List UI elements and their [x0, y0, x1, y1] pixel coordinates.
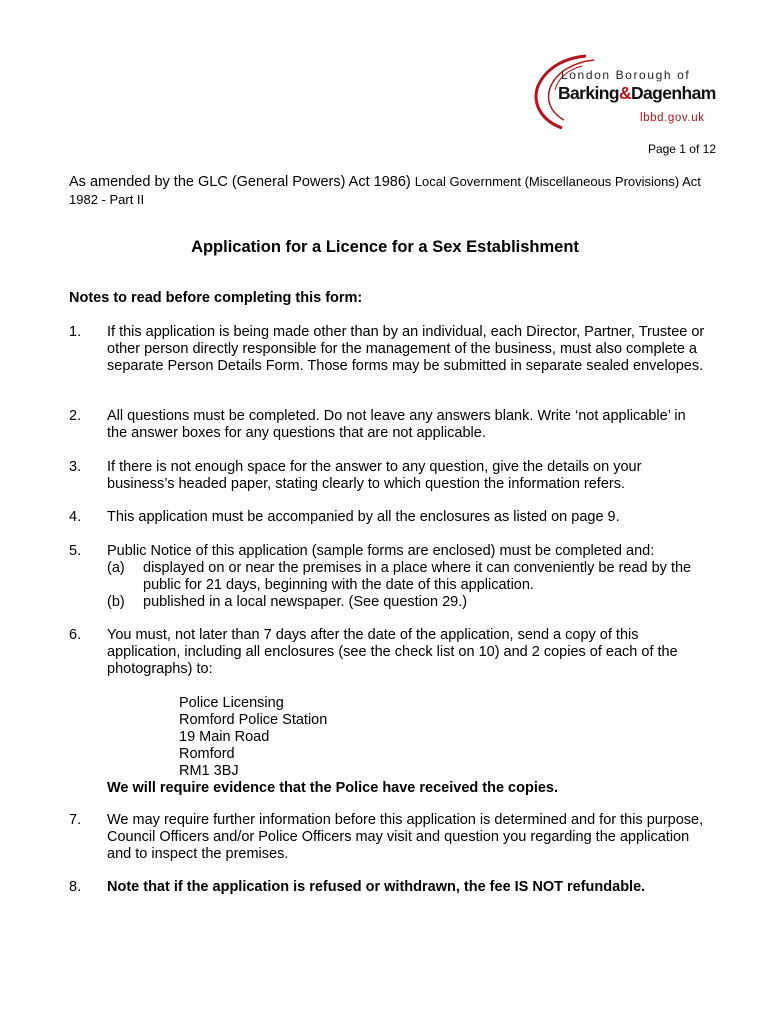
logo-ampersand: & [618, 83, 632, 103]
police-evidence-note: We will require evidence that the Police have received the copies. [107, 780, 559, 796]
logo-council-name [558, 83, 716, 104]
page-number: Page 1 of 12 [647, 142, 716, 156]
address-line: Police Licensing [179, 695, 284, 711]
note-item-4 [69, 509, 709, 526]
note-number: 8. [69, 879, 82, 895]
note-item-6 [69, 627, 709, 797]
note-item-1 [69, 324, 709, 375]
note-item-5 [69, 543, 709, 611]
note-item-7 [69, 812, 709, 863]
note-text: Note that if the application is refused or withdrawn, the fee IS NOT refundable. [107, 879, 646, 895]
note-text: This application must be accompanied by all the enclosures as listed on page 9. [107, 509, 620, 525]
address-line: 19 Main Road [179, 729, 270, 745]
logo-url: lbbd.gov.uk [640, 112, 705, 124]
note-text: All questions must be completed. Do not leave any answers blank. Write ‘not applicable’ in the answer boxes for any questions that are not applicable. [107, 408, 686, 441]
note-item-8 [69, 879, 709, 896]
note-text: We may require further information before this application is determined and for this purpose, Council Officers and/or Police Officers may visit and question you regarding the application and to inspect the premises. [107, 812, 704, 862]
sub-item-text: published in a local newspaper. (See question 29.) [143, 594, 468, 610]
note-text: Public Notice of this application (sample forms are enclosed) must be completed and: [107, 543, 655, 559]
note-number: 4. [69, 509, 82, 525]
note-number: 1. [69, 324, 82, 340]
sub-item-a [107, 560, 709, 594]
note-number: 6. [69, 627, 82, 643]
act-secondary: Local Government (Miscellaneous Provisions) Act 1982 - Part II [69, 174, 701, 207]
sub-item-label: (a) [107, 560, 125, 576]
logo-name-part2: Dagenham [631, 83, 716, 103]
notes-heading: Notes to read before completing this form: [69, 290, 363, 306]
police-address [179, 695, 709, 780]
sub-item-text: displayed on or near the premises in a place where it can conveniently be read by the public for 21 days, beginning with the date of this application. [143, 560, 692, 593]
council-logo [528, 54, 718, 132]
note-item-2 [69, 408, 709, 442]
address-line: RM1 3BJ [179, 763, 239, 779]
note-number: 3. [69, 459, 82, 475]
sub-item-b [107, 594, 709, 611]
address-line: Romford [179, 746, 235, 762]
sub-item-label: (b) [107, 594, 125, 610]
note-number: 7. [69, 812, 82, 828]
note-item-3 [69, 459, 709, 493]
note-number: 2. [69, 408, 82, 424]
act-main: As amended by the GLC (General Powers) Act 1986) [69, 174, 411, 190]
note-text: You must, not later than 7 days after the date of the application, send a copy of this application, including all enclosures (see the check list on 10) and 2 copies of each of the photographs) to: [107, 627, 678, 677]
note-text: If this application is being made other than by an individual, each Director, Partner, Trustee or other person directly responsible for the management of the business, must also complete a separate Person Details Form. Those forms may be submitted in separate sealed envelopes. [107, 324, 705, 374]
page-title: Application for a Licence for a Sex Establishment [191, 238, 579, 256]
logo-line-london-borough: London Borough of [561, 68, 691, 82]
address-line: Romford Police Station [179, 712, 328, 728]
act-reference [69, 173, 709, 209]
logo-name-part1: Barking [558, 83, 619, 103]
note-number: 5. [69, 543, 82, 559]
note-text: If there is not enough space for the answer to any question, give the details on your business’s headed paper, stating clearly to which question the information refers. [107, 459, 642, 492]
